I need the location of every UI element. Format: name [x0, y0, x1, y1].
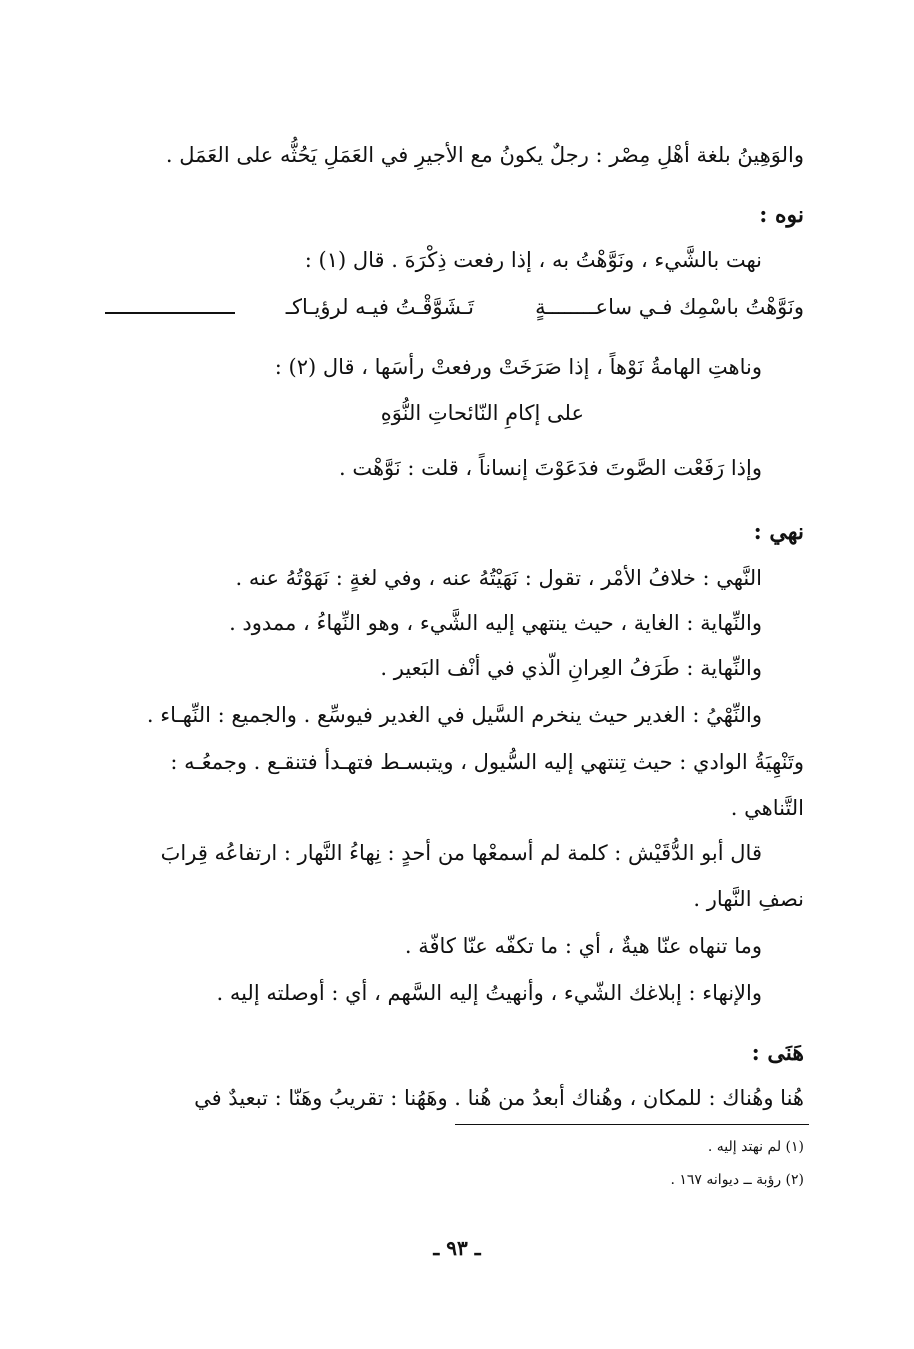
footnote: (٢) رؤبة ــ ديوانه ١٦٧ .	[670, 1172, 804, 1188]
entry-line: التَّناهي .	[730, 796, 804, 820]
entry-line: نهت بالشَّيء ، ونَوَّهْتُ به ، إذا رفعت ذِكْرَهَ . قال (١) :	[304, 248, 762, 272]
footnote-separator	[455, 1124, 809, 1125]
entry-heading-nwh: نوه :	[759, 202, 804, 228]
verse-hemistich-first: ونَوَّهْتُ باسْمِك فـي ساعــــــــةٍ	[535, 295, 804, 319]
entry-line: والوَهِينُ بلغة أهْلِ مِصْر : رجلٌ يكونُ مع الأجيرِ في العَمَلِ يَحُثُّه على العَمَل .	[165, 143, 804, 167]
entry-line: وناهتِ الهامةُ نَوْهاً ، إذا صَرَخَتْ ورفعتْ رأسَها ، قال (٢) :	[274, 355, 762, 379]
entry-line: والنِّهْيُ : الغدير حيث ينخرم السَّيل في الغدير فيوسِّع . والجميع : النِّهـاء .	[146, 703, 762, 727]
entry-line: وما تنهاه عنّا هيةٌ ، أي : ما تكفّه عنّا كافّة .	[404, 934, 762, 958]
entry-line: والنِّهاية : الغاية ، حيث ينتهي إليه الشَّيء ، وهو النِّهاءُ ، ممدود .	[229, 611, 762, 635]
entry-line: والإنهاء : إبلاغك الشّيء ، وأنهيتُ إليه السَّهم ، أي : أوصلته إليه .	[216, 981, 762, 1005]
page-number: ـ ٩٣ ـ	[433, 1236, 481, 1260]
footnote: (١) لم نهتد إليه .	[707, 1139, 804, 1155]
verse-tail-line	[105, 312, 235, 314]
entry-heading-hna: هَنَى :	[751, 1040, 804, 1066]
entry-line: النَّهي : خلافُ الأمْر ، تقول : نَهَيْتُهُ عنه ، وفي لغةٍ : نَهَوْتُهُ عنه .	[235, 566, 762, 590]
verse-hemistich-second: تَـشَوَّقْـتُ فيـه لرؤيـاكـ	[285, 295, 474, 319]
entry-heading-nhy: نهي :	[753, 519, 804, 545]
verse-line: على إكامِ النّائحاتِ النُّوَهِ	[380, 401, 584, 425]
entry-line: وإذا رَفَعْت الصَّوتَ فدَعَوْتَ إنساناً ، قلت : نَوَّهْت .	[338, 456, 762, 480]
entry-line: نصفِ النَّهار .	[693, 887, 804, 911]
entry-line: هُنا وهُناك : للمكان ، وهُناك أبعدُ من هُنا . وهَهُنا : تقريبُ وهَنّا : تبعيدٌ في	[194, 1086, 804, 1110]
entry-line: والنِّهاية : طَرَفُ العِرانِ الّذي في أنْف البَعير .	[380, 656, 762, 680]
entry-line: وتَنْهِيَةُ الوادي : حيث تِنتهي إليه السُّيول ، ويتبسـط فتهـدأ فتنقـع . وجمعُـه :	[170, 750, 804, 774]
entry-line: قال أبو الدُّقَيْش : كلمة لم أسمعْها من أحدٍ : نِهاءُ النَّهار : ارتفاعُه قِرابَ	[160, 841, 762, 865]
